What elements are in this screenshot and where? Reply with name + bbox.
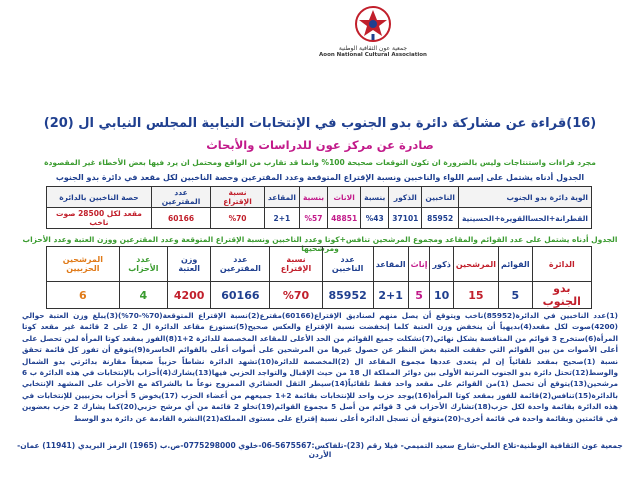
- table1-header: الوية دائرة بدو الجنوب: [458, 187, 591, 208]
- table1-header: الذكور: [389, 187, 422, 208]
- table1-cell: %57: [299, 208, 327, 229]
- table2-cell: 85952: [322, 282, 373, 309]
- table2-cell: 5: [499, 282, 533, 309]
- page-title: (16)قراءة عن مشاركة دائرة بدو الجنوب في الإنتخابات النيابية المجلس النيابي ال (20): [43, 116, 597, 131]
- association-logo: [318, 4, 428, 58]
- table2-cell: 5: [408, 282, 430, 309]
- table1-cell: مقعد لكل 28500 صوت ناخب: [47, 208, 152, 229]
- footer-contact: جمعية عون الثقافية الوطنية-تلاع العلي-شارع سعيد التميمي- فيلا رقم (23)-تلفاكس:5675567-06-خلوي 0775298000-ص.ب (1965) الرمز البريدي (11941) عمان-الأردن: [17, 441, 623, 459]
- table2-cell: 10: [430, 282, 453, 309]
- logo-arabic-name: جمعية عون الثقافية الوطنية: [338, 45, 408, 52]
- analysis-paragraph: (1)عدد الناخبين في الدائرة(85952)ناخب ويتوقع أن يصل منهم لصناديق الإقتراع(60166)مقترع(2)نسبة الإقتراع المتوقعة(70%-70%)(3)يبلغ وزن العتبة حوالي (4200)صوت لكل مقعد(4)بديهياً أن ينخفض وزن العتبة كلما إنخفضت نسبة الإقتراع والعكس صحيح(5)تستوزع مقاعد الدائرة ال 2 على 2 قائمة غير مقعد كوتا المرأة(6)ستخرج 3 قوائم من المنافسة بشكل نهائي(7)تشكلت جميع القوائم من الحد الأعلى للمقاعد المخصصة للدائرة 2+1(8)الفوز بمقعد كوتا المرأة لمن تحصل على أعلى الأصوات من بين القوائم التي حققت العتبة بغض النظر عن حصول غيرها من المرشحين على أصوات أعلى بالقوائم الخاسرة(9)يتوقع أن تفوز كل قائمة تحقق نسبة (1)صحيح بمقعد تلقائياً إن لم يتعدى عددها مجموع المقاعد ال (2)المخصصة للدائرة(10)تشهد الدائرة نشاطاً حزبياً ضعيفاً مقارنة بدائرتي بدو الشمال والوسط(12)تحتل دائرة بدو الجنوب المرتبة الأولى بين دوائر المملكة ال 18 من حيث الإقبال والتواجد الحزبي فيها(13)يشارك(4)أحزاب بالإنتخابات في هذه الدائرة ب 6 مرشحين(13)يتوقع أن تحصل (1)من القوائم على مقعد واحد فقط تلقائياً(14)سيطر الثقل العشائري الممزوج نوعاً ما بالشراكة مع الأحزاب على المشهد الإنتخابي بالدائرة(15)تنافس(2)قائمة للفوز بمقعد كوتا المرأة(16)يوجد حزب واحد للإنتخابات بقائمة 2+1 جميعهم من أعضاء الحزب (17)يخوض 5 أحزاب بحزبيين للإنتخابات في هذه الدائرة بقائمة واحدة لكل حزب(18)تشارك الأحزاب في 3 قوائم من أصل 5 مجموع القوائم(19)تخلو 2 قائمة من أي مرشح حزبي(20)كما يشارك 2 حزب بعضوين في قائمتين وبقائمة واحدة في قائمة أخرى-(20)متوقع أن تسجل الدائرة أعلى نسبة إقتراع على مستوى المملكة(21)النشرة القادمة عن دائرة بدو الوسط: [22, 311, 619, 423]
- table1-cell: 48851: [328, 208, 361, 229]
- table1-header: المقاعد: [264, 187, 299, 208]
- table2-header: إناث: [408, 247, 430, 282]
- page-subtitle: صادرة عن مركز عون للدراسات والأبحاث: [206, 138, 434, 152]
- table2-cell: 2+1: [373, 282, 408, 309]
- table1-data-row: [47, 208, 592, 229]
- table2-header: عدد الأحزاب: [119, 247, 167, 282]
- table2-header: المقاعد: [373, 247, 408, 282]
- table2-header-row: [47, 247, 592, 282]
- table2-caption: الجدول أدناه يشتمل على عدد القوائم والمقاعد ومجموع المرشحين تنافس+كوتا وعدد الناخبين ونسبة الإقتراع المتوقعة وعدد المقترعين ووزن العتبة وعدد الأحزاب ومرشحيها: [22, 235, 618, 253]
- table1-caption: الجدول أدناه يشتمل على إسم اللواء والناخبين ونسبة الإقتراع المتوقعة وعدد المقترعين وحصة الناخبين لكل مقعد في دائرة بدو الجنوب: [55, 173, 585, 182]
- table1-header: بنسبة: [299, 187, 327, 208]
- table2-header: نسبة الإقتراع: [270, 247, 322, 282]
- table2-cell: 15: [453, 282, 498, 309]
- table2-header: عدد المقترعين: [211, 247, 270, 282]
- table1-cell: القطرانة+الحساالقويرة+الحسينية: [458, 208, 591, 229]
- table1-cell: %70: [211, 208, 265, 229]
- table2-cell: بدو الجنوب: [532, 282, 591, 309]
- table2-cell: 60166: [211, 282, 270, 309]
- table2-header: الدائرة: [532, 247, 591, 282]
- table1-header: عدد المقترعين: [151, 187, 210, 208]
- table1-header: الناخبين: [422, 187, 459, 208]
- table1-cell: 2+1: [264, 208, 299, 229]
- lists-candidates-table: [46, 246, 592, 309]
- table2-cell: 4: [119, 282, 167, 309]
- table2-header: عدد الناخبين: [322, 247, 373, 282]
- table2-header: المرشحين: [453, 247, 498, 282]
- table2-cell: 4200: [167, 282, 210, 309]
- table1-header-row: [47, 187, 592, 208]
- table1-header: بنسبة: [361, 187, 389, 208]
- table2-header: وزن العتبة: [167, 247, 210, 282]
- logo-english-name: Aoon National Cultural Association: [319, 52, 427, 58]
- table2-value-row: [47, 282, 592, 309]
- table1-cell: 85952: [422, 208, 459, 229]
- table1-header: نسبة الإقتراع: [211, 187, 265, 208]
- table1-cell: %43: [361, 208, 389, 229]
- table2-header: ذكور: [430, 247, 453, 282]
- table2-header: المرشحين الحزبيين: [47, 247, 120, 282]
- disclaimer-note: مجرد قراءات واستنتاجات وليس بالضرورة ان تكون التوقعات صحيحة 100% وانما قد تقارب من الواقع ومحتمل ان يرد فيها بعض الأخطاء غير المقصودة: [44, 158, 596, 167]
- table2-cell: 6: [47, 282, 120, 309]
- district-summary-table: [46, 186, 592, 229]
- table2-cell: %70: [270, 282, 322, 309]
- table1-header: الاناث: [328, 187, 361, 208]
- table1-cell: 37101: [389, 208, 422, 229]
- aoon-logo-icon: [353, 4, 393, 44]
- table1-header: حصة الناخبين بالدائرة: [47, 187, 152, 208]
- table1-cell: 60166: [151, 208, 210, 229]
- table2-header: القوائم: [499, 247, 533, 282]
